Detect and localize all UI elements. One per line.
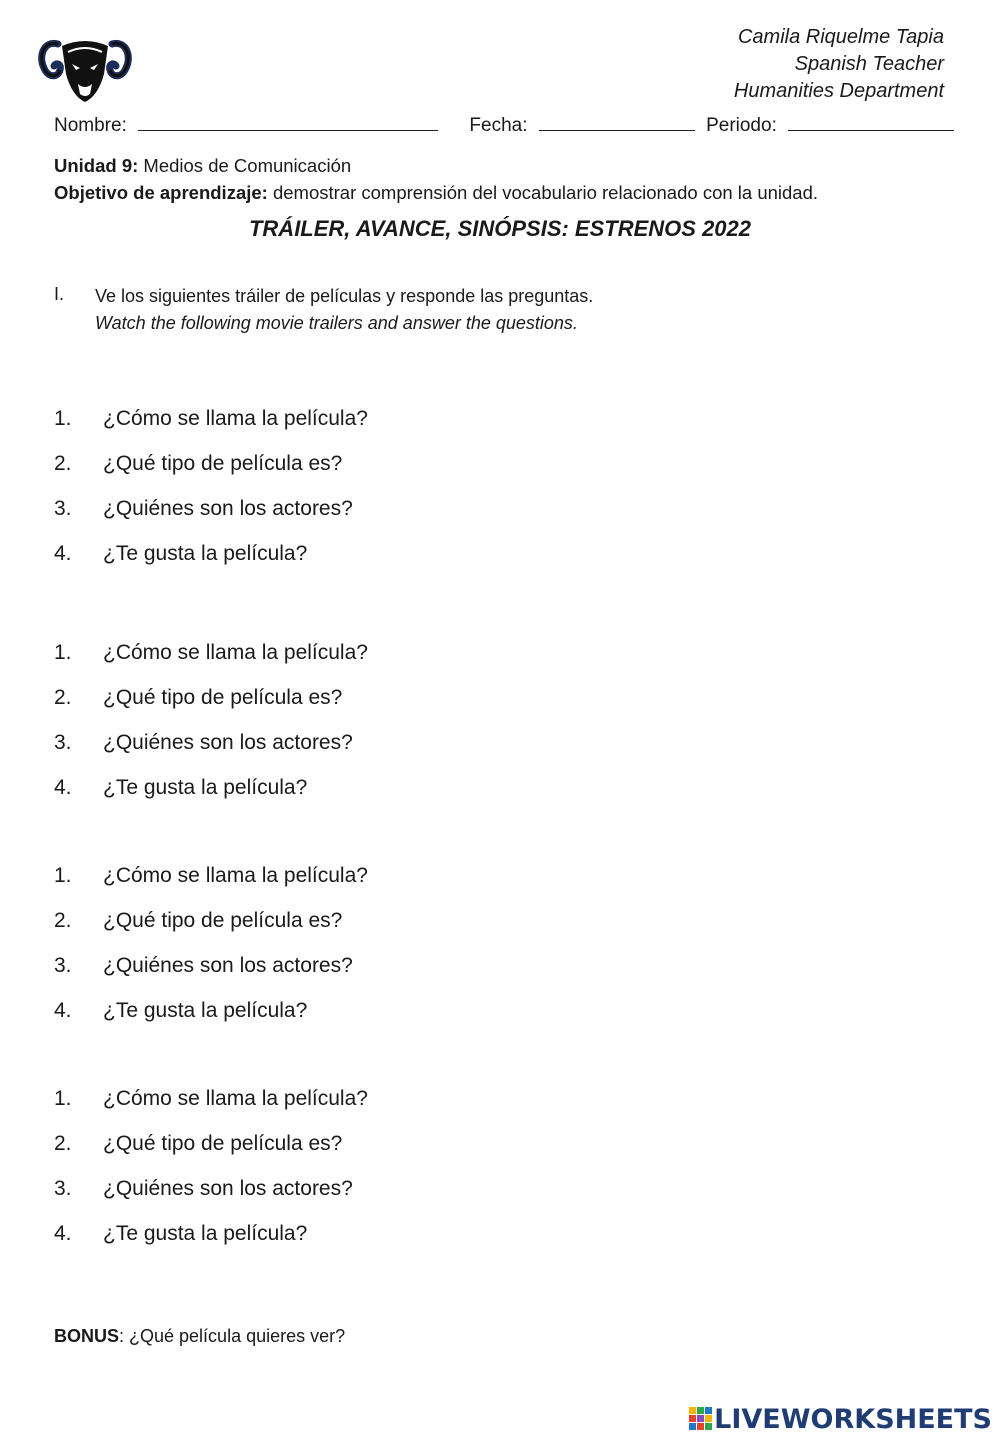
question-item [54,730,353,756]
liveworksheets-icon [688,1406,714,1432]
objective-label: Objetivo de aprendizaje: [54,182,268,203]
question-item [54,953,353,979]
question-text: ¿Te gusta la película? [103,776,308,799]
question-number: 3. [54,731,72,754]
student-info-fields [54,114,954,137]
nombre-field[interactable] [138,114,438,131]
question-number: 2. [54,686,72,709]
question-item [54,863,368,889]
question-number: 1. [54,1087,72,1110]
question-number: 2. [54,1132,72,1155]
ram-mascot-icon [38,34,132,104]
instruction-numeral: I. [54,284,65,304]
question-item [54,496,353,522]
objective-value: demostrar comprensión del vocabulario relacionado con la unidad. [272,182,819,203]
question-text: ¿Te gusta la película? [103,1222,308,1245]
question-text: ¿Qué tipo de película es? [103,1132,343,1155]
bonus-line [54,1326,345,1347]
question-text: ¿Cómo se llama la película? [103,1087,368,1110]
question-item [54,775,307,801]
teacher-name: Camila Riquelme Tapia [737,26,944,48]
question-number: 1. [54,641,72,664]
question-item [54,998,307,1024]
unit-line [54,152,351,179]
question-number: 4. [54,776,72,799]
department-name: Humanities Department [733,80,944,102]
question-text: ¿Quiénes son los actores? [103,1177,353,1200]
question-number: 2. [54,909,72,932]
bonus-text: : ¿Qué película quieres ver? [119,1326,346,1346]
question-number: 3. [54,1177,72,1200]
question-text: ¿Te gusta la película? [103,999,308,1022]
question-item [54,685,342,711]
question-number: 3. [54,954,72,977]
instruction-spanish: Ve los siguientes tráiler de películas y responde las preguntas. [95,286,594,306]
unit-value: Medios de Comunicación [143,155,352,176]
question-text: ¿Qué tipo de película es? [103,452,343,475]
question-number: 3. [54,497,72,520]
question-item [54,640,368,666]
question-item [54,1176,353,1202]
question-text: ¿Quiénes son los actores? [103,497,353,520]
question-number: 2. [54,452,72,475]
question-item [54,908,342,934]
question-text: ¿Quiénes son los actores? [103,954,353,977]
question-item [54,406,368,432]
question-item [54,1131,342,1157]
question-text: ¿Cómo se llama la película? [103,641,368,664]
question-item [54,1086,368,1112]
objective-line [54,179,818,206]
teacher-role: Spanish Teacher [794,53,944,75]
fecha-label: Fecha: [469,115,528,136]
liveworksheets-text: LIVEWORKSHEETS [714,1403,992,1435]
question-number: 4. [54,542,72,565]
question-number: 4. [54,999,72,1022]
instruction-english: Watch the following movie trailers and answer the questions. [95,313,578,333]
question-item [54,541,307,567]
question-text: ¿Qué tipo de película es? [103,686,343,709]
question-text: ¿Cómo se llama la película? [103,864,368,887]
nombre-label: Nombre: [54,115,127,136]
periodo-label: Periodo: [706,115,777,136]
unit-label: Unidad 9: [54,155,139,176]
question-item [54,1221,307,1247]
question-number: 1. [54,407,72,430]
bonus-label: BONUS [54,1326,120,1346]
fecha-field[interactable] [539,114,695,131]
question-text: ¿Te gusta la película? [103,542,308,565]
question-number: 1. [54,864,72,887]
question-text: ¿Cómo se llama la película? [103,407,368,430]
question-text: ¿Qué tipo de película es? [103,909,343,932]
question-item [54,451,342,477]
liveworksheets-logo [688,1403,992,1435]
periodo-field[interactable] [788,114,954,131]
page-title: TRÁILER, AVANCE, SINÓPSIS: ESTRENOS 2022 [248,216,752,241]
question-number: 4. [54,1222,72,1245]
question-text: ¿Quiénes son los actores? [103,731,353,754]
